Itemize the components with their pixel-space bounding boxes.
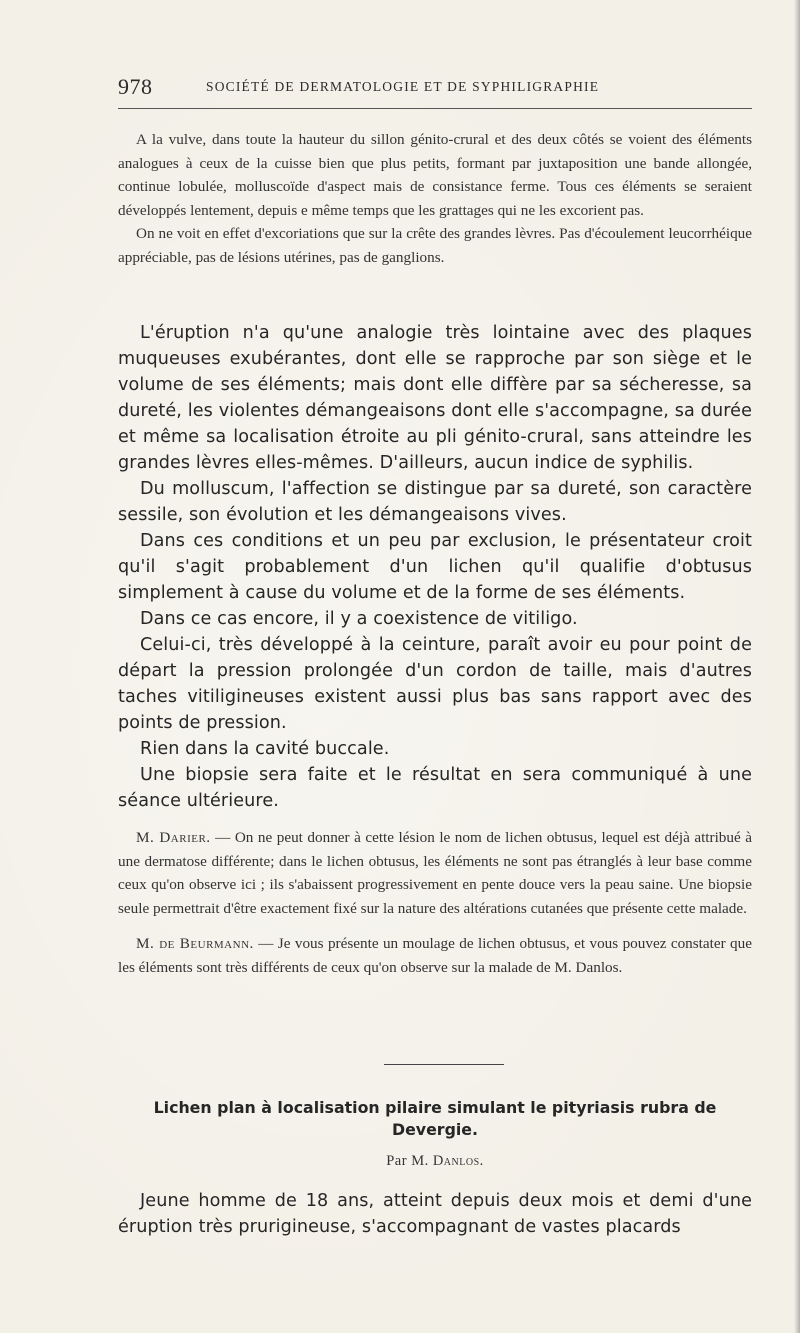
speaker-darier: M. Darier. xyxy=(136,829,211,846)
body-paragraph-5: Celui-ci, très développé à la ceinture, paraît avoir eu pour point de départ la pression prolongée d'un cordon de taille, mais d'autres taches vitiligineuses existent aussi plus bas sans rapport avec des points de pression. xyxy=(118,635,752,733)
body-paragraph-4: Dans ce cas encore, il y a coexistence de vitiligo. xyxy=(140,609,578,629)
darier-remark xyxy=(118,826,752,920)
beurmann-remark xyxy=(118,932,752,979)
page-number: 978 xyxy=(118,74,153,99)
speaker-beurmann: M. de Beurmann. xyxy=(136,935,254,952)
main-body xyxy=(118,320,752,814)
byline-author: M. Danlos. xyxy=(411,1153,484,1169)
intro-paragraph-1: A la vulve, dans toute la hauteur du sillon génito-crural et des deux côtés se voient des éléments analogues à ceux de la cuisse bien que plus petits, formant par juxtaposition une bande allongée, continue lobulée, molluscoïde d'aspect mais de consistance ferme. Tous ces éléments se seraient développés lentement, depuis e même temps que les grattages qui ne les excorient pas. xyxy=(118,131,752,219)
section-opening xyxy=(118,1188,752,1240)
body-paragraph-2: Du molluscum, l'affection se distingue par sa dureté, son caractère sessile, son évolution et les démangeaisons vives. xyxy=(118,479,752,525)
darier-remark-text: — On ne peut donner à cette lésion le nom de lichen obtusus, lequel est déjà attribué à une dermatose différente; dans le lichen obtusus, les éléments ne sont pas étranglés à leur base comme ceux qu'on observe ici ; ils s'abaissent progressivement en pente douce vers la peau saine. Une biopsie seule permettrait d'être exactement fixé sur la nature des altérations cutanées que présente cette malade. xyxy=(118,829,752,917)
section-title: Lichen plan à localisation pilaire simulant le pityriasis rubra de Devergie. xyxy=(153,1098,717,1139)
discussion-block xyxy=(118,826,752,979)
section-separator xyxy=(384,1064,504,1065)
header-rule xyxy=(118,108,752,109)
page-header xyxy=(118,74,752,100)
byline-prefix: Par xyxy=(386,1153,412,1169)
beurmann-remark-text: — Je vous présente un moulage de lichen obtusus, et vous pouvez constater que les éléments sont très différents de ceux qu'on observe sur la malade de M. Danlos. xyxy=(118,935,752,976)
opening-paragraph: Jeune homme de 18 ans, atteint depuis deux mois et demi d'une éruption très prurigineuse, s'accompagnant de vastes placards xyxy=(118,1191,752,1237)
body-paragraph-3: Dans ces conditions et un peu par exclusion, le présentateur croit qu'il s'agit probablement d'un lichen qu'il qualifie d'obtusus simplement à cause du volume et de la forme de ses éléments. xyxy=(118,531,752,603)
page-edge-shadow xyxy=(794,0,800,1333)
byline xyxy=(118,1153,752,1170)
intro-paragraph-2: On ne voit en effet d'excoriations que sur la crête des grandes lèvres. Pas d'écoulement leucorrhéique appréciable, pas de lésions utérines, pas de ganglions. xyxy=(118,225,752,266)
body-paragraph-1: L'éruption n'a qu'une analogie très lointaine avec des plaques muqueuses exubérantes, dont elle se rapproche par son siège et le volume de ses éléments; mais dont elle diffère par sa sécheresse, sa dureté, les violentes démangeaisons dont elle s'accompagne, sa durée et même sa localisation étroite au pli génito-crural, sans atteindre les grandes lèvres elles-mêmes. D'ailleurs, aucun indice de syphilis. xyxy=(118,323,752,473)
body-paragraph-6: Rien dans la cavité buccale. xyxy=(140,739,390,759)
body-paragraph-7: Une biopsie sera faite et le résultat en sera communiqué à une séance ultérieure. xyxy=(118,765,752,811)
intro-block xyxy=(118,128,752,269)
running-title: SOCIÉTÉ DE DERMATOLOGIE ET DE SYPHILIGRAPHIE xyxy=(206,79,600,94)
